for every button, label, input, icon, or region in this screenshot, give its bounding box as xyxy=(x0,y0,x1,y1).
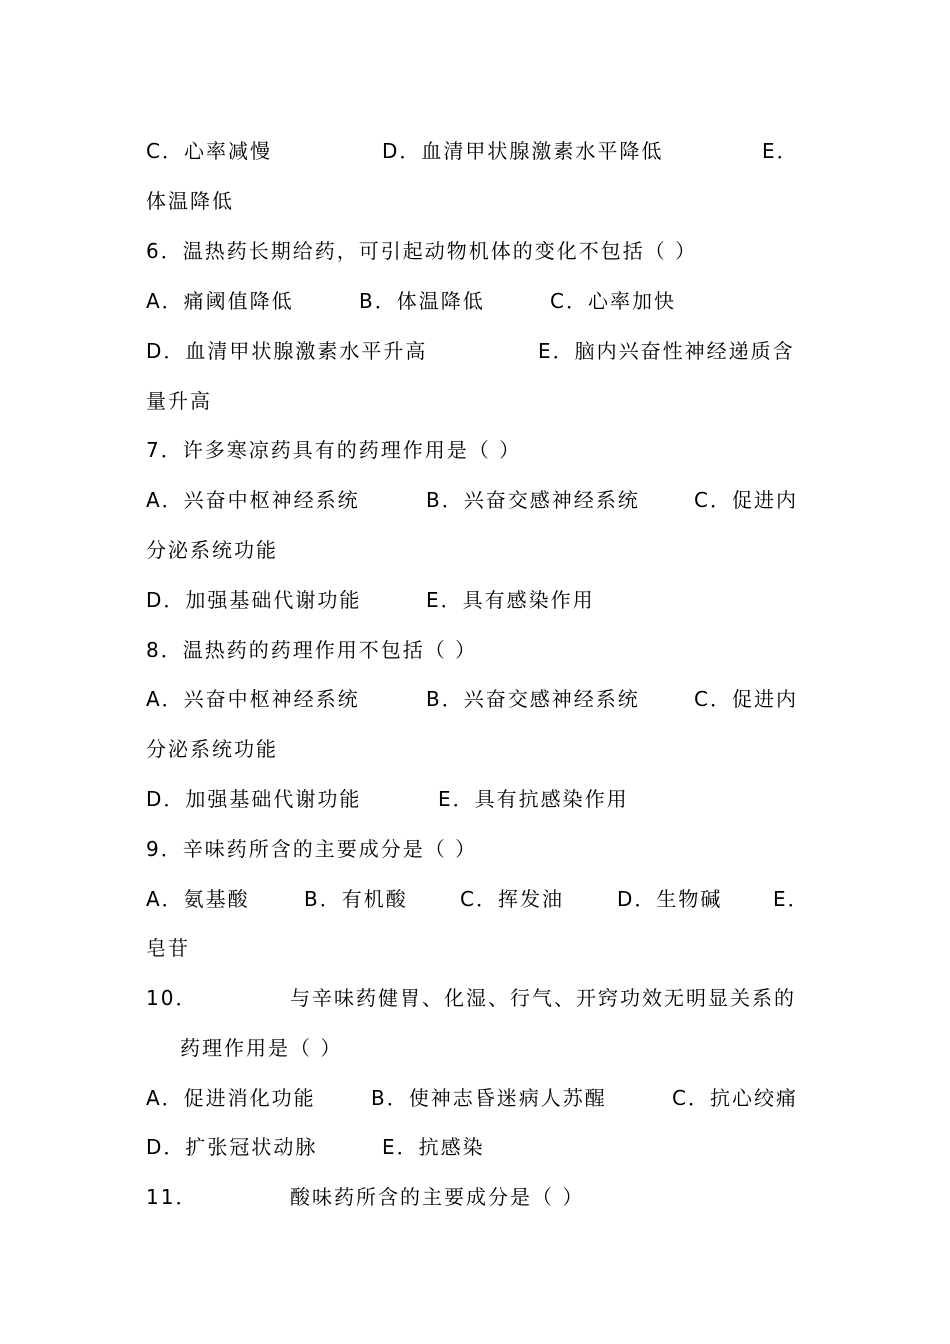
q9-option-e-label: E． xyxy=(773,887,810,911)
q8-stem-text: 8．温热药的药理作用不包括（ ） xyxy=(146,638,478,662)
q10-stem-text: 与辛味药健胃、化湿、行气、开窍功效无明显关系的 xyxy=(290,986,796,1010)
q10-option-e: E．抗感染 xyxy=(382,1135,485,1159)
q7-option-d: D．加强基础代谢功能 xyxy=(146,588,362,612)
q6-stem-text: 6．温热药长期给药，可引起动物机体的变化不包括（ ） xyxy=(146,239,698,263)
q10-number: 10． xyxy=(146,986,198,1010)
q6-option-a: A．痛阈值降低 xyxy=(146,289,294,313)
q9-option-c: C．挥发油 xyxy=(460,887,564,911)
q8-option-c-cont-text: 分泌系统功能 xyxy=(146,737,278,761)
q7-option-c-cont-text: 分泌系统功能 xyxy=(146,538,278,562)
q9-option-e-text: 皂苷 xyxy=(146,936,190,960)
q11-stem-text: 酸味药所含的主要成分是（ ） xyxy=(290,1185,585,1209)
q7-option-c: C．促进内 xyxy=(694,488,798,512)
q9-option-a: A．氨基酸 xyxy=(146,887,250,911)
q6-option-d: D．血清甲状腺激素水平升高 xyxy=(146,339,428,363)
q5-option-d: D．血清甲状腺激素水平降低 xyxy=(382,139,664,163)
q8-option-a: A．兴奋中枢神经系统 xyxy=(146,687,360,711)
q10-option-a: A．促进消化功能 xyxy=(146,1086,316,1110)
q8-option-d: D．加强基础代谢功能 xyxy=(146,787,362,811)
q6-option-c: C．心率加快 xyxy=(550,289,676,313)
q6-option-b: B．体温降低 xyxy=(359,289,485,313)
q10-stem-cont-text: 药理作用是（ ） xyxy=(180,1036,343,1060)
q7-option-e: E．具有感染作用 xyxy=(426,588,595,612)
q7-option-b: B．兴奋交感神经系统 xyxy=(426,488,640,512)
q5-option-e-text: 体温降低 xyxy=(146,189,234,213)
q10-option-c: C．抗心绞痛 xyxy=(672,1086,798,1110)
q9-option-b: B．有机酸 xyxy=(304,887,408,911)
q6-option-e: E．脑内兴奋性神经递质含 xyxy=(538,339,795,363)
q9-stem-text: 9．辛味药所含的主要成分是（ ） xyxy=(146,837,478,861)
q8-option-c: C．促进内 xyxy=(694,687,798,711)
q7-option-a: A．兴奋中枢神经系统 xyxy=(146,488,360,512)
q5-option-e-label: E． xyxy=(762,139,799,163)
q8-option-e: E．具有抗感染作用 xyxy=(438,787,629,811)
q10-option-b: B．使神志昏迷病人苏醒 xyxy=(371,1086,607,1110)
q5-option-c: C．心率减慢 xyxy=(146,139,272,163)
q6-option-e-cont-text: 量升高 xyxy=(146,389,212,413)
q7-stem-text: 7．许多寒凉药具有的药理作用是（ ） xyxy=(146,438,522,462)
q11-number: 11． xyxy=(146,1185,198,1209)
q10-option-d: D．扩张冠状动脉 xyxy=(146,1135,318,1159)
q8-option-b: B．兴奋交感神经系统 xyxy=(426,687,640,711)
q9-option-d: D．生物碱 xyxy=(617,887,723,911)
